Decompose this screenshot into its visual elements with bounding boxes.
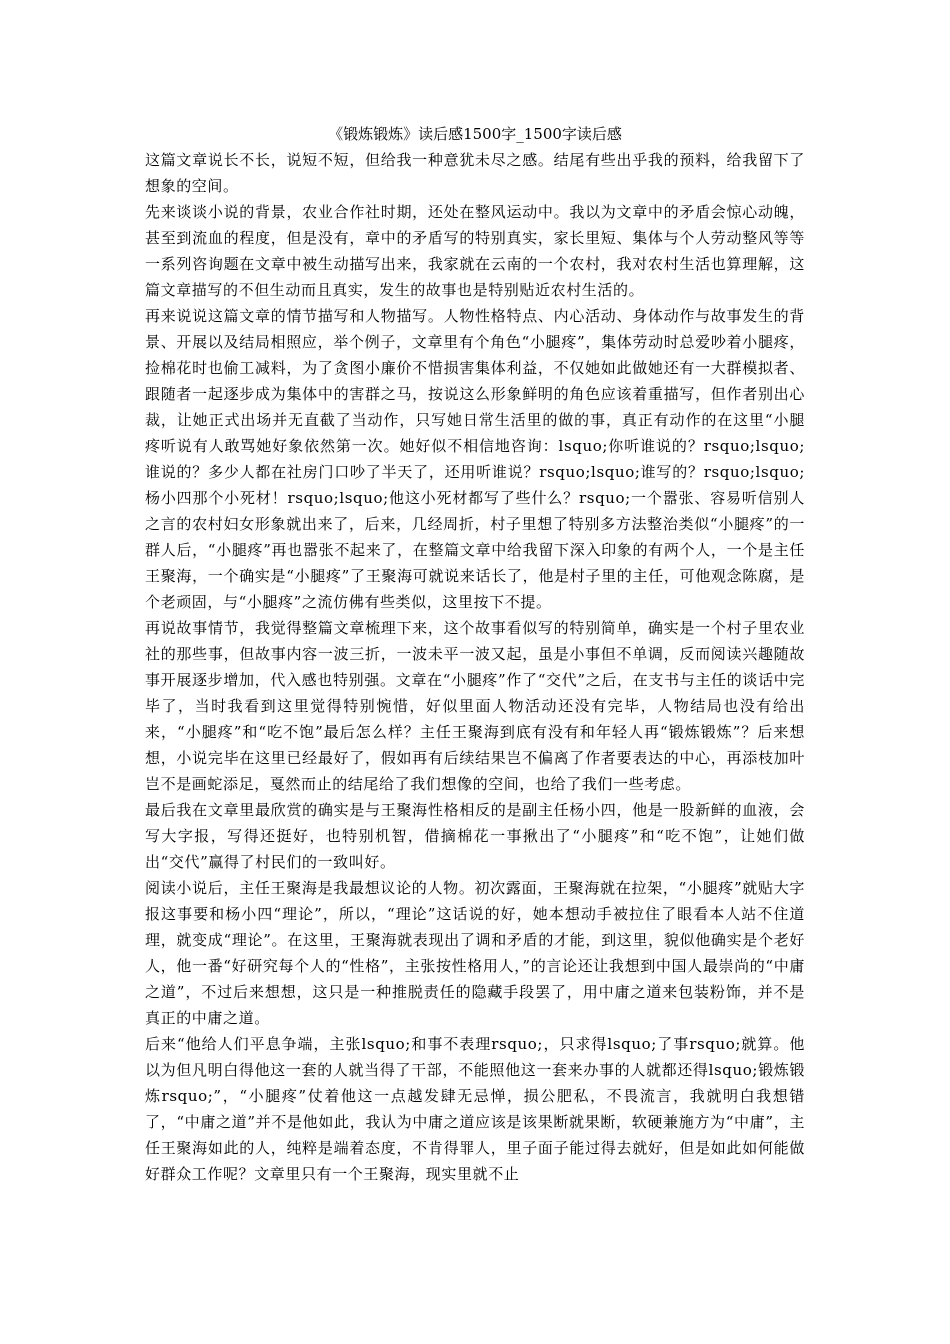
paragraph-conclusion: 后来“他给人们平息争端，主张lsquo;和事不表理rsquo;，只求得lsquo;了事rsquo;就算。他以为但凡明白得他这一套的人就当得了干部，不能照他这一套来办事的人就都还得lsquo;锻炼锻炼rsquo;”，“小腿疼”仗着他这一点越发肆无忌惮，损公肥私，不畏流言，我就明白我想错了，“中庸之道”并不是他如此，我认为中庸之道应该是该果断就果断，软硬兼施方为“中庸”，主任王聚海如此的人，纯粹是端着态度，不肯得罪人，里子面子能过得去就好，但是如此如何能做好群众工作呢？文章里只有一个王聚海，现实里就不止: [145, 1035, 805, 1183]
paragraph-plot: 再说故事情节，我觉得整篇文章梳理下来，这个故事看似写的特别简单，确实是一个村子里农业社的那些事，但故事内容一波三折，一波未平一波又起，虽是小事但不单调，反而阅读兴趣随故事开展逐步增加，代入感也特别强。文章在“小腿疼”作了“交代”之后，在支书与主任的谈话中完毕了，当时我看到这里觉得特别惋惜，好似里面人物活动还没有完毕，人物结局也没有给出来，“小腿疼”和“吃不饱”最后怎么样？主任王聚海到底有没有和年轻人再“锻炼锻炼”？后来想想，小说完毕在这里已经最好了，假如再有后续结果岂不偏离了作者要表达的中心，再添枝加叶岂不是画蛇添足，戛然而止的结尾给了我们想像的空间，也给了我们一些考虑。: [145, 619, 805, 793]
paragraph-yang-xiaosi: 最后我在文章里最欣赏的确实是与王聚海性格相反的是副主任杨小四，他是一股新鲜的血液，会写大字报，写得还挺好，也特别机智，借摘棉花一事揪出了“小腿疼”和“吃不饱”，让她们做出“交代”赢得了村民们的一致叫好。: [145, 801, 805, 871]
paragraph-characters: 再来说说这篇文章的情节描写和人物描写。人物性格特点、内心活动、身体动作与故事发生的背景、开展以及结局相照应，举个例子，文章里有个角色“小腿疼”，集体劳动时总爱吵着小腿疼，捡棉花时也偷工减料，为了贪图小廉价不惜损害集体利益，不仅她如此做她还有一大群模拟者、跟随者一起逐步成为集体中的害群之马，按说这么形象鲜明的角色应该着重描写，但作者别出心裁，让她正式出场并无直截了当动作，只写她日常生活里的做的事，真正有动作的在这里“小腿疼听说有人敢骂她好象依然第一次。她好似不相信地咨询：lsquo;你听谁说的？rsquo;lsquo;谁说的？多少人都在社房门口吵了半天了，还用听谁说？rsquo;lsquo;谁写的？rsquo;lsquo;杨小四那个小死材！rsquo;lsquo;他这小死材都写了些什么？rsquo;一个嚣张、容易听信别人之言的农村妇女形象就出来了，后来，几经周折，村子里想了特别多方法整治类似“小腿疼”的一群人后，“小腿疼”再也嚣张不起来了，在整篇文章中给我留下深入印象的有两个人，一个是主任王聚海，一个确实是“小腿疼”了王聚海可就说来话长了，他是村子里的主任，可他观念陈腐，是个老顽固，与“小腿疼”之流仿佛有些类似，这里按下不提。: [145, 307, 805, 611]
paragraph-background: 先来谈谈小说的背景，农业合作社时期，还处在整风运动中。我以为文章中的矛盾会惊心动魄，甚至到流血的程度，但是没有，章中的矛盾写的特别真实，家长里短、集体与个人劳动整风等等一系列咨询题在文章中被生动描写出来，我家就在云南的一个农村，我对农村生活也算理解，这篇文章描写的不但生动而且真实，发生的故事也是特别贴近农村生活的。: [145, 203, 805, 299]
paragraph-intro: 这篇文章说长不长，说短不短，但给我一种意犹未尽之感。结尾有些出乎我的预料，给我留下了想象的空间。: [145, 151, 805, 195]
paragraph-wang-juhai: 阅读小说后，主任王聚海是我最想议论的人物。初次露面，王聚海就在拉架，“小腿疼”就贴大字报这事要和杨小四“理论”，所以，“理论”这话说的好，她本想动手被拉住了眼看本人站不住道理，就变成“理论”。在这里，王聚海就表现出了调和矛盾的才能，到这里，貌似他确实是个老好人，他一番“好研究每个人的“性格”，主张按性格用人，”的言论还让我想到中国人最崇尚的“中庸之道”，不过后来想想，这只是一种推脱责任的隐藏手段罢了，用中庸之道来包装粉饰，并不是真正的中庸之道。: [145, 879, 805, 1027]
document-body: [145, 147, 805, 1187]
document-title: 《锻炼锻炼》读后感1500字_1500字读后感: [328, 125, 622, 143]
